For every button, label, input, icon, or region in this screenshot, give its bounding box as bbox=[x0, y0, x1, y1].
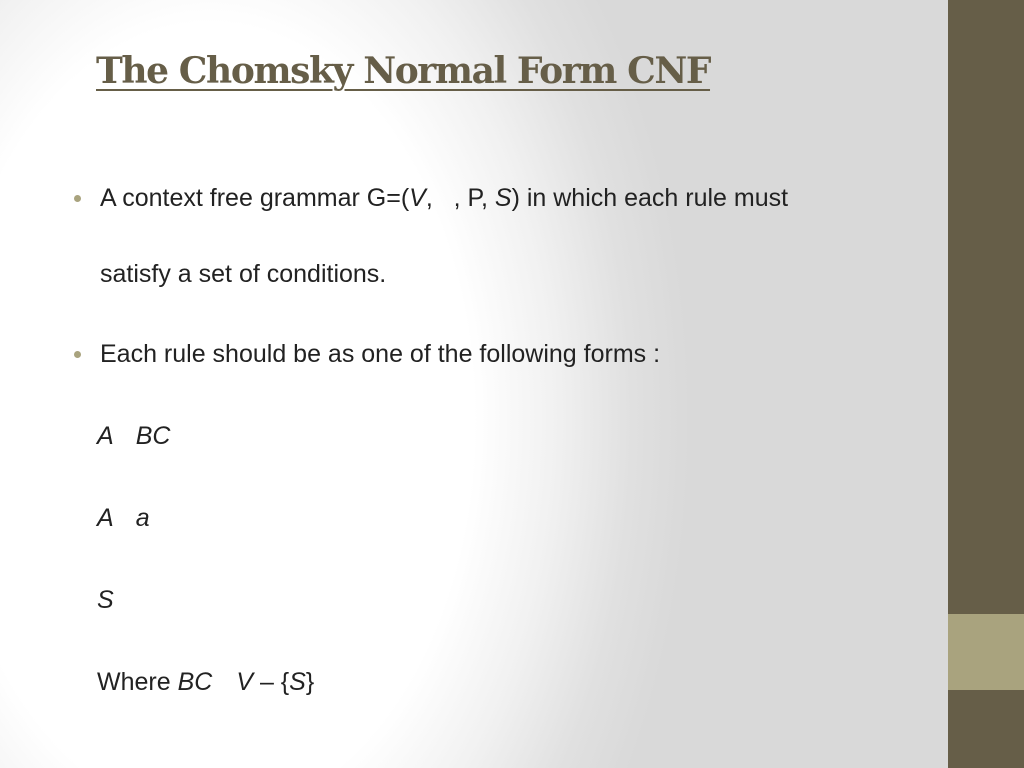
where-prefix: Where bbox=[97, 668, 178, 696]
where-bc: BC bbox=[177, 668, 213, 696]
where-s: S bbox=[289, 668, 306, 696]
where-dash: – { bbox=[253, 668, 290, 696]
form-rule-2 bbox=[97, 504, 150, 533]
form-1-lhs: A bbox=[97, 422, 114, 450]
form-3-lhs: S bbox=[97, 586, 114, 614]
slide-title: The Chomsky Normal Form CNF bbox=[96, 50, 711, 92]
where-close: } bbox=[305, 668, 315, 696]
form-2-rhs: a bbox=[135, 504, 150, 532]
decorative-sidebar-accent bbox=[948, 614, 1024, 690]
bullet-2-line-1: Each rule should be as one of the following forms : bbox=[100, 340, 661, 368]
form-2-lhs: A bbox=[97, 504, 114, 532]
grammar-s-symbol: S bbox=[494, 184, 512, 212]
bullet-icon bbox=[74, 351, 81, 358]
where-clause bbox=[97, 668, 314, 697]
bullet-1-line-1 bbox=[100, 184, 788, 213]
bullet-icon bbox=[74, 195, 81, 202]
bullet-1-text-a: A context free grammar G=( bbox=[100, 184, 410, 212]
form-rule-1 bbox=[97, 422, 170, 451]
form-1-rhs: BC bbox=[135, 422, 171, 450]
grammar-v-symbol: V bbox=[409, 184, 426, 212]
bullet-1-text-c: ) in which each rule must bbox=[511, 184, 789, 212]
form-rule-3 bbox=[97, 586, 114, 615]
bullet-1-line-2: satisfy a set of conditions. bbox=[100, 260, 387, 288]
where-v: V bbox=[236, 668, 254, 696]
bullet-1-text-b: , , P, bbox=[425, 184, 495, 212]
